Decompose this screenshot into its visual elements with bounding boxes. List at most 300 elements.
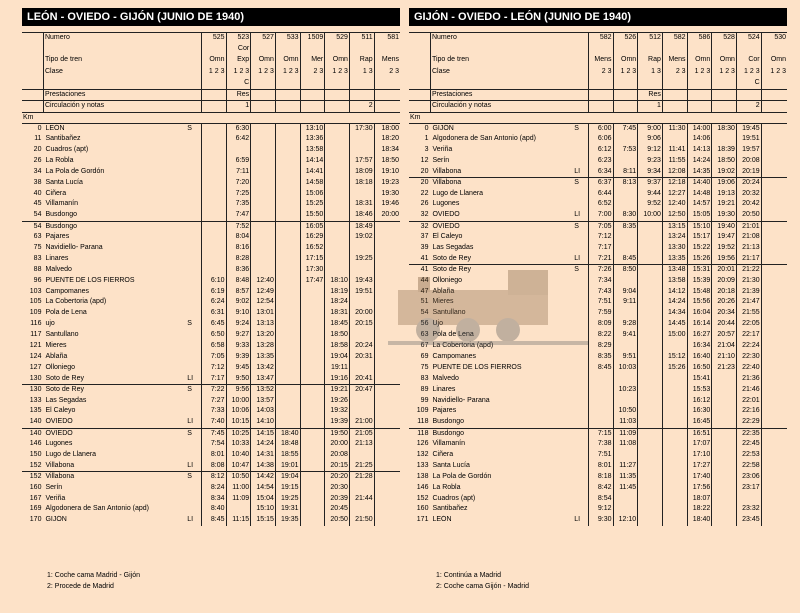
station-note xyxy=(573,319,588,330)
station-km: 152 xyxy=(29,461,42,469)
time-cell: 15:05 xyxy=(687,210,712,221)
train-tipo1 xyxy=(613,44,638,55)
time-cell xyxy=(638,254,663,265)
station-name: PUENTE DE LOS FIERROS xyxy=(45,276,135,284)
train-num: 512 xyxy=(638,33,663,44)
time-cell: 13:58 xyxy=(662,276,687,287)
time-cell xyxy=(201,243,226,254)
time-cell xyxy=(300,308,325,319)
time-cell: 20:45 xyxy=(325,504,350,515)
header-label: Circulación y notas xyxy=(43,101,201,112)
header-spacer xyxy=(409,101,430,112)
timetable-title: LEÓN - OVIEDO - GIJÓN (JUNIO DE 1940) xyxy=(22,8,400,26)
station-row xyxy=(409,167,787,178)
time-cell: 9:27 xyxy=(226,330,251,341)
time-cell: 6:59 xyxy=(226,156,251,167)
station-note: S xyxy=(187,320,192,328)
time-cell xyxy=(761,406,787,417)
train-prest xyxy=(712,89,737,100)
time-cell: 16:04 xyxy=(687,308,712,319)
time-cell: 18:48 xyxy=(275,439,300,450)
time-cell: 15:12 xyxy=(662,352,687,363)
spacer xyxy=(712,112,737,123)
header-row xyxy=(409,101,787,112)
station-row xyxy=(409,123,787,134)
time-cell xyxy=(300,385,325,396)
time-cell: 9:51 xyxy=(613,352,638,363)
time-cell xyxy=(588,396,613,407)
train-prest xyxy=(736,89,761,100)
time-cell: 16:40 xyxy=(687,352,712,363)
station-name: Lugo de Llanera xyxy=(45,450,97,458)
time-cell xyxy=(201,232,226,243)
time-cell: 13:52 xyxy=(251,385,276,396)
time-cell: 21:50 xyxy=(349,515,374,526)
time-cell: 7:25 xyxy=(226,189,251,200)
header-label: Numero xyxy=(43,33,201,44)
time-cell xyxy=(638,385,663,396)
station-km: 3 xyxy=(424,146,429,154)
train-prest xyxy=(374,89,400,100)
time-cell: 17:47 xyxy=(300,276,325,287)
station-km: 47 xyxy=(420,287,429,295)
station-note xyxy=(573,330,588,341)
time-cell xyxy=(300,341,325,352)
footnote-2: 2: Coche cama Gijón - Madrid xyxy=(436,583,529,590)
time-cell: 14:54 xyxy=(251,483,276,494)
time-cell xyxy=(275,123,300,134)
station-row xyxy=(22,189,400,200)
station-name: Busdongo xyxy=(432,418,464,426)
station-row xyxy=(409,396,787,407)
footnotes-right xyxy=(436,570,529,592)
time-cell xyxy=(251,167,276,178)
time-cell xyxy=(251,199,276,210)
train-tipo2: Rap xyxy=(638,55,663,66)
time-cell xyxy=(349,504,374,515)
time-cell xyxy=(300,428,325,439)
train-tipo1 xyxy=(275,44,300,55)
time-cell xyxy=(275,254,300,265)
train-prest xyxy=(201,89,226,100)
time-cell xyxy=(300,439,325,450)
station-km: 103 xyxy=(29,287,42,295)
time-cell: 11:09 xyxy=(226,494,251,505)
time-cell: 21:17 xyxy=(736,254,761,265)
time-cell: 19:50 xyxy=(325,428,350,439)
station-name: Santullano xyxy=(45,331,79,339)
time-cell xyxy=(638,265,663,276)
time-cell xyxy=(613,156,638,167)
time-cell: 23:45 xyxy=(736,515,761,526)
time-cell xyxy=(374,243,400,254)
station-note xyxy=(573,483,588,494)
station-note xyxy=(573,297,588,308)
time-cell: 18:40 xyxy=(275,428,300,439)
station-row xyxy=(22,156,400,167)
time-cell: 7:40 xyxy=(201,417,226,428)
station-name: Busdongo xyxy=(45,211,77,219)
station-name: Villamanín xyxy=(432,440,466,448)
footnote-1: 1: Coche cama Madrid - Gijón xyxy=(47,572,140,579)
station-km: 124 xyxy=(29,352,42,360)
train-tipo2: Rap xyxy=(349,55,374,66)
time-cell xyxy=(300,396,325,407)
time-cell xyxy=(638,461,663,472)
station-note xyxy=(573,494,588,505)
time-cell: 19:31 xyxy=(275,504,300,515)
train-clase2 xyxy=(761,78,787,89)
time-cell: 11:00 xyxy=(226,483,251,494)
station-km: 38 xyxy=(33,178,42,186)
time-cell xyxy=(275,319,300,330)
time-cell xyxy=(201,221,226,232)
station-row xyxy=(409,385,787,396)
station-row xyxy=(409,199,787,210)
station-km: 109 xyxy=(416,407,429,415)
time-cell xyxy=(712,515,737,526)
time-cell: 15:25 xyxy=(300,199,325,210)
station-row xyxy=(22,232,400,243)
time-cell xyxy=(761,232,787,243)
header-row xyxy=(22,44,400,55)
time-cell xyxy=(325,254,350,265)
time-cell xyxy=(662,406,687,417)
time-cell xyxy=(613,308,638,319)
time-cell xyxy=(638,352,663,363)
time-cell: 9:28 xyxy=(613,319,638,330)
station-km: 96 xyxy=(33,276,42,284)
station-km: 152 xyxy=(416,494,429,502)
time-cell xyxy=(638,439,663,450)
time-cell: 13:35 xyxy=(251,352,276,363)
station-row xyxy=(22,134,400,145)
station-row xyxy=(22,297,400,308)
time-cell: 20:09 xyxy=(712,276,737,287)
time-cell xyxy=(325,156,350,167)
station-row xyxy=(22,276,400,287)
time-cell xyxy=(349,265,374,276)
station-row xyxy=(409,363,787,374)
time-cell xyxy=(638,221,663,232)
time-cell: 22:17 xyxy=(736,330,761,341)
time-cell: 20:18 xyxy=(712,287,737,298)
time-cell: 20:24 xyxy=(736,178,761,189)
station-row xyxy=(22,483,400,494)
station-km: 54 xyxy=(420,309,429,317)
time-cell: 19:26 xyxy=(325,396,350,407)
station-km: 140 xyxy=(29,418,42,426)
station-name: Malvedo xyxy=(432,374,459,382)
time-cell: 8:11 xyxy=(613,167,638,178)
station-note: LI xyxy=(574,167,581,175)
time-cell: 7:05 xyxy=(201,352,226,363)
time-cell xyxy=(761,352,787,363)
time-cell: 10:47 xyxy=(226,461,251,472)
time-cell xyxy=(712,396,737,407)
time-cell xyxy=(201,156,226,167)
time-cell: 9:56 xyxy=(226,385,251,396)
train-tipo1 xyxy=(736,44,761,55)
station-note xyxy=(573,385,588,396)
train-circ xyxy=(662,101,687,112)
time-cell: 8:45 xyxy=(588,363,613,374)
time-cell xyxy=(201,254,226,265)
station-row xyxy=(409,319,787,330)
time-cell: 14:45 xyxy=(662,319,687,330)
time-cell: 11:30 xyxy=(662,123,687,134)
header-row xyxy=(409,55,787,66)
time-cell xyxy=(761,297,787,308)
time-cell: 8:16 xyxy=(226,243,251,254)
train-num: 529 xyxy=(325,33,350,44)
time-cell xyxy=(761,385,787,396)
train-clase1: 1 2 3 xyxy=(613,67,638,78)
time-cell: 21:10 xyxy=(712,352,737,363)
header-label xyxy=(430,44,588,55)
spacer xyxy=(638,112,663,123)
time-cell: 9:37 xyxy=(638,178,663,189)
train-circ xyxy=(201,101,226,112)
station-note: S xyxy=(186,472,201,483)
station-note xyxy=(573,374,588,385)
train-num: 586 xyxy=(687,33,712,44)
station-km: 11 xyxy=(34,135,42,143)
station-row xyxy=(409,504,787,515)
time-cell: 7:05 xyxy=(588,221,613,232)
time-cell: 13:13 xyxy=(251,319,276,330)
time-cell xyxy=(761,167,787,178)
train-clase1: 2 3 xyxy=(374,67,400,78)
time-cell: 16:12 xyxy=(687,396,712,407)
time-cell xyxy=(662,385,687,396)
time-cell xyxy=(613,232,638,243)
train-circ: 2 xyxy=(736,101,761,112)
station-km: 167 xyxy=(29,494,42,502)
timetable-title: GIJÓN - OVIEDO - LEÓN (JUNIO DE 1940) xyxy=(409,8,787,26)
time-cell xyxy=(201,167,226,178)
station-note xyxy=(186,341,201,352)
time-cell xyxy=(638,374,663,385)
station-row xyxy=(22,428,400,439)
time-cell: 7:26 xyxy=(588,265,613,276)
time-cell: 16:50 xyxy=(687,363,712,374)
time-cell: 9:44 xyxy=(638,189,663,200)
time-cell xyxy=(662,515,687,526)
time-cell: 12:49 xyxy=(251,287,276,298)
time-cell xyxy=(325,221,350,232)
time-cell xyxy=(613,374,638,385)
train-circ: 1 xyxy=(226,101,251,112)
time-cell: 8:08 xyxy=(201,461,226,472)
time-cell xyxy=(761,428,787,439)
time-cell xyxy=(275,341,300,352)
station-note xyxy=(186,287,201,298)
footnotes-left xyxy=(47,570,140,592)
header-label xyxy=(43,78,201,89)
time-cell: 14:57 xyxy=(687,199,712,210)
time-cell xyxy=(712,472,737,483)
time-cell xyxy=(374,417,400,428)
train-prest xyxy=(275,89,300,100)
header-row xyxy=(409,89,787,100)
station-row xyxy=(22,461,400,472)
time-cell xyxy=(325,167,350,178)
time-cell: 6:12 xyxy=(588,145,613,156)
station-note xyxy=(573,145,588,156)
train-clase1: 2 3 xyxy=(300,67,325,78)
station-row xyxy=(409,450,787,461)
train-clase2: C xyxy=(226,78,251,89)
station-note: S xyxy=(573,123,588,134)
time-cell: 19:47 xyxy=(712,232,737,243)
time-cell xyxy=(300,494,325,505)
time-cell xyxy=(638,287,663,298)
time-cell: 12:50 xyxy=(662,210,687,221)
train-circ xyxy=(687,101,712,112)
time-cell: 19:25 xyxy=(349,254,374,265)
station-name: Navidiello- Parana xyxy=(432,396,490,404)
time-cell: 9:02 xyxy=(226,297,251,308)
station-km: 118 xyxy=(409,428,430,439)
station-km: 12 xyxy=(420,156,429,164)
station-km: 170 xyxy=(29,516,42,524)
time-cell: 21:25 xyxy=(349,461,374,472)
time-cell: 10:06 xyxy=(226,406,251,417)
time-cell: 18:49 xyxy=(349,221,374,232)
time-cell xyxy=(226,145,251,156)
train-tipo1 xyxy=(374,44,400,55)
train-tipo2: Mens xyxy=(588,55,613,66)
time-cell: 9:30 xyxy=(588,515,613,526)
station-note: S xyxy=(186,428,201,439)
train-num: 530 xyxy=(761,33,787,44)
time-cell: 14:58 xyxy=(300,178,325,189)
time-cell xyxy=(761,396,787,407)
time-cell: 7:21 xyxy=(588,254,613,265)
station-note xyxy=(186,439,201,450)
time-cell xyxy=(300,363,325,374)
time-cell: 9:24 xyxy=(226,319,251,330)
time-cell xyxy=(300,352,325,363)
time-cell: 20:32 xyxy=(736,189,761,200)
time-cell: 10:03 xyxy=(613,363,638,374)
time-cell xyxy=(613,494,638,505)
time-cell: 21:36 xyxy=(736,374,761,385)
spacer xyxy=(251,112,276,123)
time-cell: 19:02 xyxy=(349,232,374,243)
time-cell: 8:45 xyxy=(201,515,226,526)
station-name: Pola de Lena xyxy=(432,331,474,339)
station-name: Villabona xyxy=(430,178,573,189)
station-note xyxy=(573,439,588,450)
time-cell xyxy=(349,396,374,407)
station-note: S xyxy=(573,221,588,232)
station-row xyxy=(409,156,787,167)
station-name: La Robla xyxy=(432,483,461,491)
time-cell xyxy=(712,504,737,515)
time-cell: 15:48 xyxy=(687,287,712,298)
station-km: 127 xyxy=(29,363,42,371)
time-cell: 14:42 xyxy=(251,472,276,483)
time-cell: 17:57 xyxy=(349,156,374,167)
time-cell: 7:15 xyxy=(588,428,613,439)
station-km: 26 xyxy=(420,200,429,208)
time-cell: 9:41 xyxy=(613,330,638,341)
station-row xyxy=(22,123,400,134)
train-circ xyxy=(588,101,613,112)
station-km: 130 xyxy=(29,374,42,382)
time-cell: 19:46 xyxy=(374,199,400,210)
time-cell: 13:01 xyxy=(251,308,276,319)
time-cell: 16:29 xyxy=(300,232,325,243)
time-cell: 17:27 xyxy=(687,461,712,472)
time-cell: 7:38 xyxy=(588,439,613,450)
station-km: 41 xyxy=(409,265,430,276)
station-note: LI xyxy=(187,516,194,524)
station-note xyxy=(573,232,588,243)
station-name: El Caleyo xyxy=(432,233,463,241)
station-km: 118 xyxy=(417,418,429,426)
time-cell: 7:52 xyxy=(226,221,251,232)
station-name: Campomanes xyxy=(432,352,477,360)
time-cell: 11:03 xyxy=(613,417,638,428)
time-cell xyxy=(251,265,276,276)
time-cell xyxy=(613,134,638,145)
station-name: Busdongo xyxy=(43,221,186,232)
time-cell xyxy=(761,145,787,156)
time-cell: 7:35 xyxy=(226,199,251,210)
station-name: GIJÓN xyxy=(45,516,67,524)
station-name: Ablaña xyxy=(45,352,68,360)
train-tipo1: Cor xyxy=(226,44,251,55)
time-cell: 14:03 xyxy=(251,406,276,417)
time-cell: 7:51 xyxy=(588,450,613,461)
station-row xyxy=(409,494,787,505)
time-cell: 23:32 xyxy=(736,504,761,515)
station-km: 45 xyxy=(33,200,42,208)
station-km: 146 xyxy=(29,440,42,448)
header-spacer xyxy=(22,78,43,89)
time-cell: 19:04 xyxy=(325,352,350,363)
train-clase2 xyxy=(374,78,400,89)
time-cell xyxy=(761,265,787,276)
station-row xyxy=(409,221,787,232)
time-cell: 7:43 xyxy=(588,287,613,298)
time-cell: 19:21 xyxy=(712,199,737,210)
station-km: 130 xyxy=(22,385,43,396)
time-cell: 21:44 xyxy=(349,494,374,505)
time-cell xyxy=(712,406,737,417)
station-note xyxy=(573,428,588,439)
time-cell: 18:22 xyxy=(687,504,712,515)
station-row xyxy=(22,385,400,396)
time-cell xyxy=(275,243,300,254)
time-cell xyxy=(662,494,687,505)
station-note xyxy=(573,287,588,298)
time-cell: 12:40 xyxy=(662,199,687,210)
time-cell: 6:23 xyxy=(588,156,613,167)
time-cell: 7:45 xyxy=(613,123,638,134)
header-label: Numero xyxy=(430,33,588,44)
time-cell xyxy=(275,178,300,189)
time-cell xyxy=(251,145,276,156)
header-spacer xyxy=(22,33,43,44)
time-cell xyxy=(761,472,787,483)
time-cell: 19:32 xyxy=(325,406,350,417)
station-name: Santullano xyxy=(432,309,466,317)
header-spacer xyxy=(22,55,43,66)
